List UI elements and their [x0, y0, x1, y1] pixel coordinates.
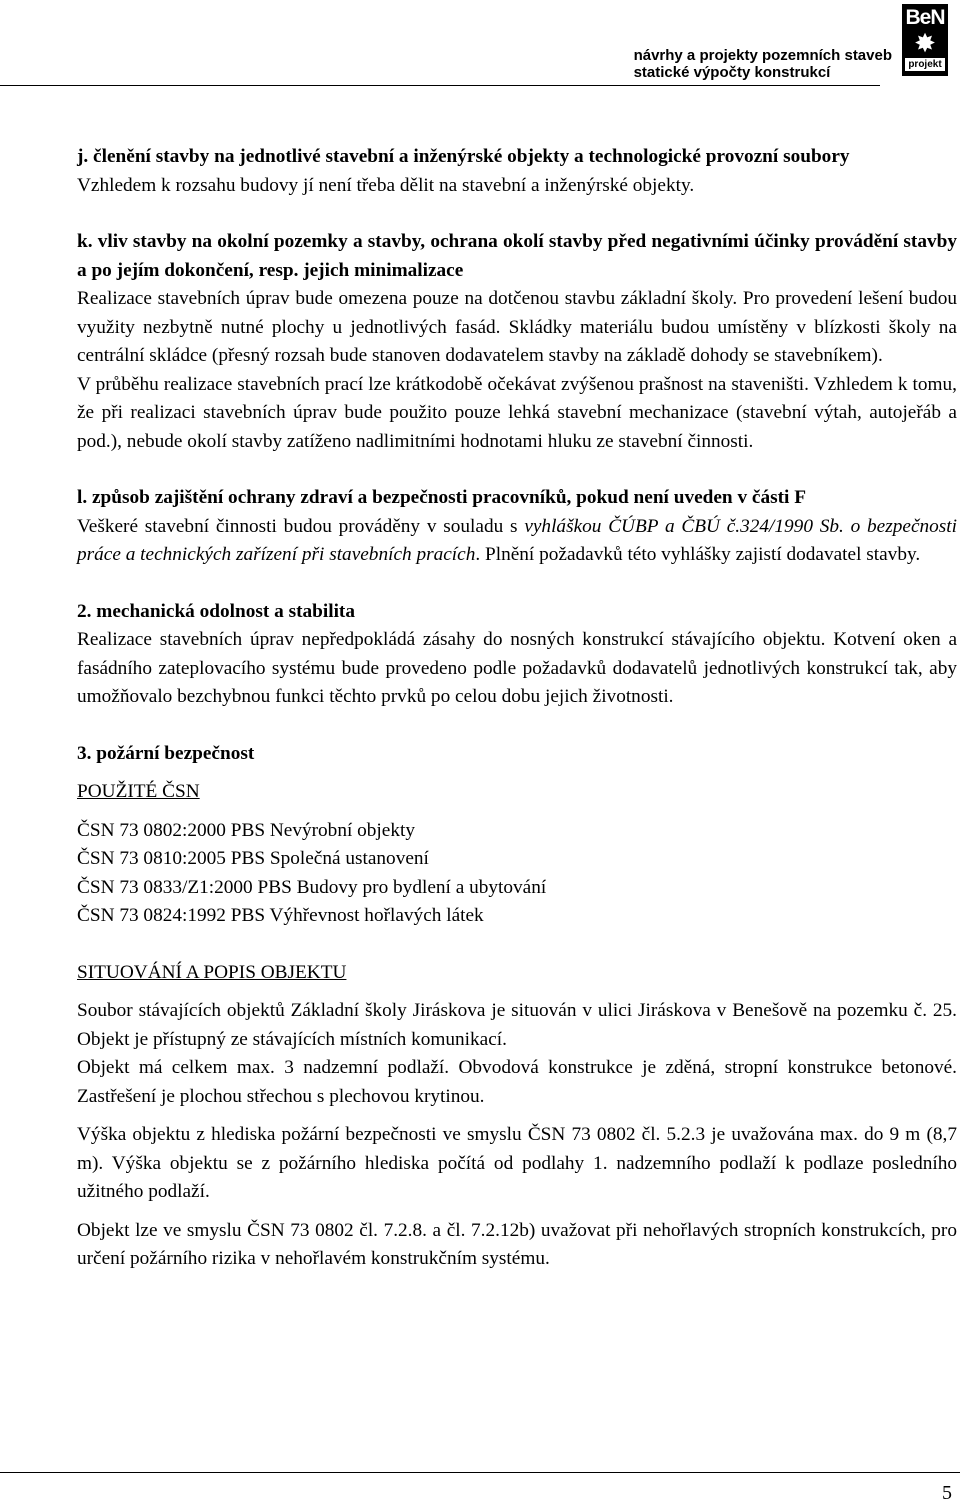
logo-text: BeN	[905, 6, 945, 29]
section-l-title: l. způsob zajištění ochrany zdraví a bezpečnosti pracovníků, pokud není uveden v části F	[77, 487, 807, 508]
section-2-title: 2. mechanická odolnost a stabilita	[77, 600, 355, 622]
section-k-text-2: V průběhu realizace stavebních prací lze krátkodobě očekávat zvýšenou prašnost na staveništi. Vzhledem k tomu, že při realizaci stavebních úprav bude použito pouze lehká stavební mechanizace (stavební výtah, autojeřáb a pod.), nebude okolí stavby zatíženo nadlimitními hodnotami hluku ze stavební činnosti.	[77, 373, 957, 452]
situ-text-4: Objekt lze ve smyslu ČSN 73 0802 čl. 7.2.8. a čl. 7.2.12b) uvažovat při nehořlavých stropních konstrukcích, pro určení požárního rizika v nehořlavém konstrukčním systému.	[77, 1219, 957, 1269]
footer-rule	[0, 1472, 960, 1473]
company-line-2: statické výpočty konstrukcí	[633, 64, 831, 81]
company-tagline	[634, 47, 892, 81]
section-j-title: j. členění stavby na jednotlivé stavební a inženýrské objekty a technologické provozní soubory	[77, 146, 850, 167]
logo-sub: projekt	[905, 58, 945, 71]
situ-text-2: Objekt má celkem max. 3 nadzemní podlaží. Obvodová konstrukce je zděná, stropní konstrukce betonové. Zastřešení je plochou střechou s plechovou krytinou.	[77, 1057, 957, 1107]
company-logo	[902, 4, 948, 76]
csn-item: ČSN 73 0810:2005 PBS Společná ustanovení	[77, 848, 429, 869]
section-l-text-italic: vyhláškou ČÚBP a ČBÚ č.324/1990 Sb. o bezpečnosti práce a technických zařízení při stavebních pracích	[77, 515, 958, 565]
section-k-title: k. vliv stavby na okolní pozemky a stavby, ochrana okolí stavby před negativními účinky provádění stavby a po jejím dokončení, resp. jejich minimalizace	[77, 231, 957, 281]
situ-text-1: Soubor stávajících objektů Základní školy Jiráskova je situován v ulici Jiráskova v Benešově na pozemku č. 25. Objekt je přístupný ze stávajících místních komunikací.	[77, 1000, 957, 1050]
situ-text-3: Výška objektu z hlediska požární bezpečnosti ve smyslu ČSN 73 0802 čl. 5.2.3 je uvažována max. do 9 m (8,7 m). Výška objektu se z požárního hlediska počítá od podlahy 1. nadzemního podlaží k podlaze posledního užitného podlaží.	[77, 1124, 957, 1202]
page-header	[0, 0, 960, 110]
csn-item: ČSN 73 0802:2000 PBS Nevýrobní objekty	[77, 819, 415, 841]
situ-heading: SITUOVÁNÍ A POPIS OBJEKTU	[77, 961, 347, 983]
csn-heading: POUŽITÉ ČSN	[77, 781, 200, 802]
csn-item: ČSN 73 0824:1992 PBS Výhřevnost hořlavých látek	[77, 905, 484, 926]
section-2-text: Realizace stavebních úprav nepředpokládá zásahy do nosných konstrukcí stávajícího objektu. Kotvení oken a fasádního zateplovacího systému bude provedeno podle požadavků dodavatelů jednotlivých konstrukcí tak, aby umožňovalo bezchybnou funkci těchto prvků po celou dobu jejich životnosti.	[77, 629, 957, 707]
star-icon: ✸	[914, 28, 936, 58]
page-number: 5	[942, 1482, 952, 1504]
section-l-text	[77, 513, 957, 570]
document-body	[77, 143, 957, 1274]
csn-item: ČSN 73 0833/Z1:2000 PBS Budovy pro bydlení a ubytování	[77, 876, 547, 898]
header-rule	[0, 85, 880, 86]
section-j-text: Vzhledem k rozsahu budovy jí není třeba dělit na stavební a inženýrské objekty.	[77, 174, 695, 196]
company-line-1: návrhy a projekty pozemních staveb	[633, 47, 892, 64]
section-l-text-a: Veškeré stavební činnosti budou prováděny v souladu s	[77, 515, 525, 537]
section-3-title: 3. požární bezpečnost	[77, 742, 255, 764]
section-k-text-1: Realizace stavebních úprav bude omezena pouze na dotčenou stavbu základní školy. Pro provedení lešení budou využity nezbytně nutné plochy u jednotlivých fasád. Skládky materiálu budou umístěny v blízkosti školy na centrální skládce (přesný rozsah bude stanoven dodavatelem stavby na základě dohody se stavebníkem).	[77, 288, 957, 366]
section-l-text-b: . Plnění požadavků této vyhlášky zajistí dodavatel stavby.	[475, 544, 921, 565]
